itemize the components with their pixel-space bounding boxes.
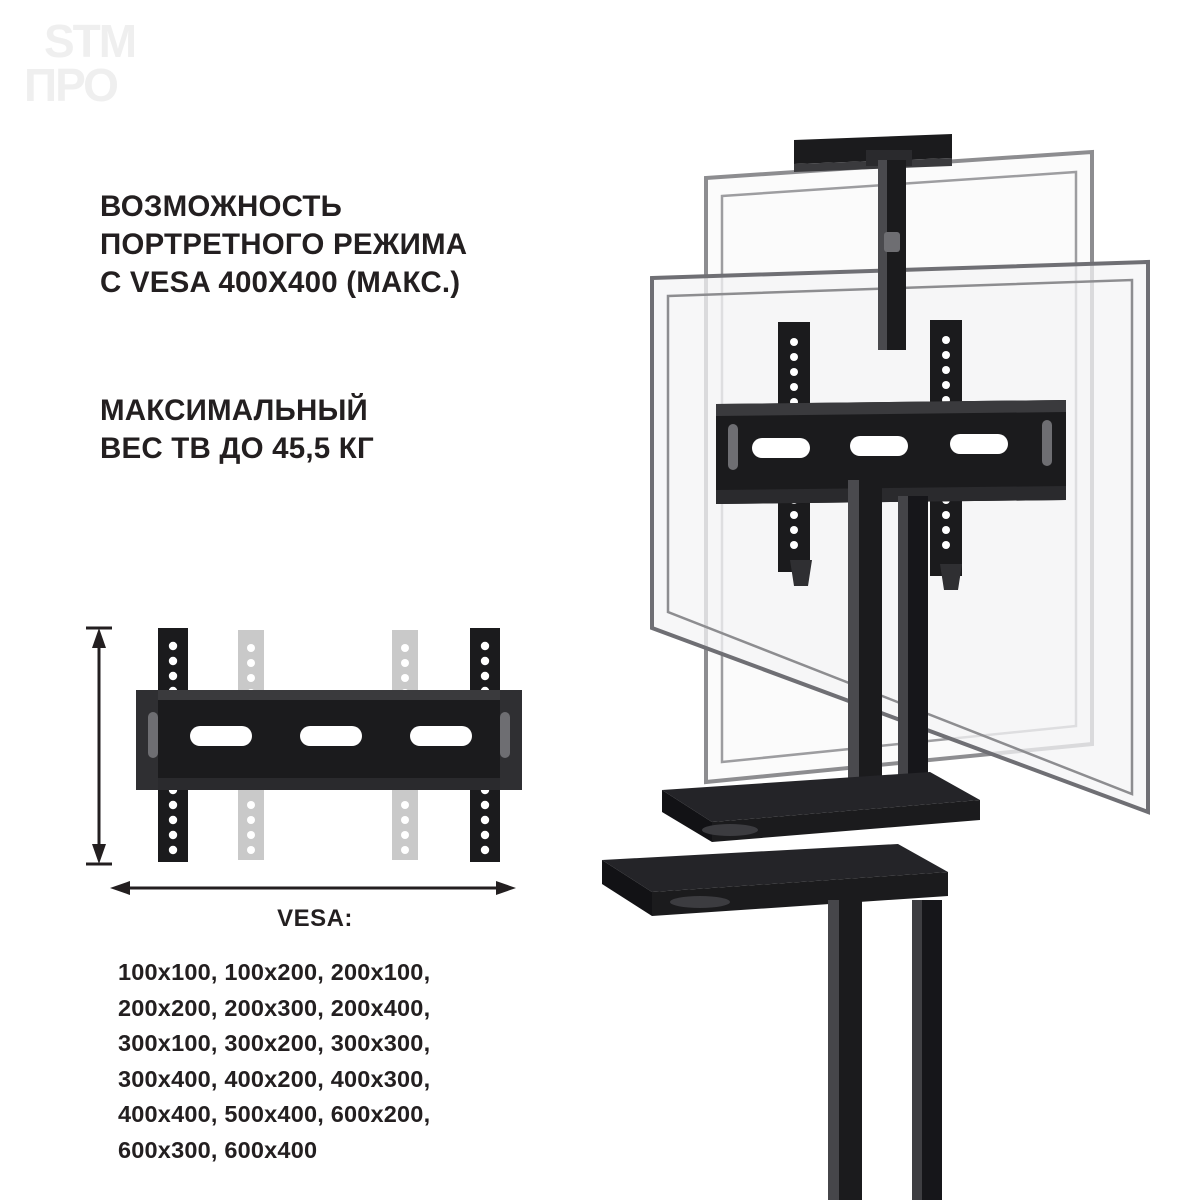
vertical-dimension-arrow <box>86 628 112 864</box>
vesa-list-line: 600x300, 600x400 <box>118 1136 318 1163</box>
vesa-list-line: 300x400, 400x200, 400x300, <box>118 1065 431 1092</box>
vesa-list-line: 100x100, 100x200, 200x100, <box>118 959 431 985</box>
headline-line-2: ПОРТРЕТНОГО РЕЖИМА <box>100 228 468 261</box>
mobile-tv-cart-with-shelves <box>602 134 1148 1200</box>
cart-legs <box>828 900 942 1200</box>
watermark-line-1: STM <box>44 15 136 67</box>
headline-line-1: ВОЗМОЖНОСТЬ <box>100 190 343 223</box>
horizontal-dimension-arrow <box>110 881 516 895</box>
watermark-line-2: ПРО <box>24 59 117 111</box>
bracket-diagram <box>86 628 522 895</box>
cart-upper-column <box>878 160 906 350</box>
subheadline-line-2: ВЕС ТВ ДО 45,5 КГ <box>100 432 374 465</box>
vesa-title: VESA: <box>277 905 353 932</box>
vesa-list-line: 400x400, 500x400, 600x200, <box>118 1101 431 1127</box>
cart-top-plate <box>794 134 952 172</box>
headline-line-3: С VESA 400X400 (МАКС.) <box>100 266 461 299</box>
vesa-list-line: 300x100, 300x200, 300x300, <box>118 1030 431 1056</box>
cart-lower-shelf <box>602 844 948 916</box>
bracket-horizontal-bar <box>136 690 522 790</box>
subheadline-line-1: МАКСИМАЛЬНЫЙ <box>100 394 368 427</box>
vesa-list-line: 200x200, 200x300, 200x400, <box>118 994 431 1021</box>
